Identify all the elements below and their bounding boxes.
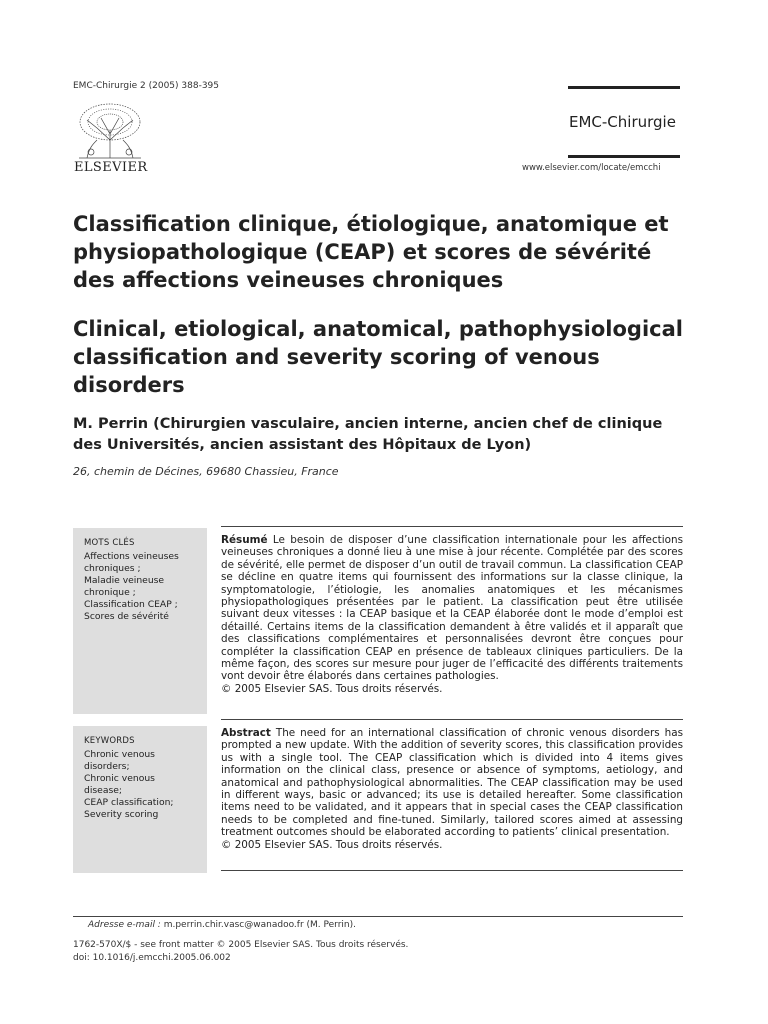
journal-citation: EMC-Chirurgie 2 (2005) 388-395 [73,81,220,91]
journal-url-link[interactable]: www.elsevier.com/locate/emcchi [522,163,661,173]
abstract-bottom-rule [221,870,683,871]
footnote-rule [73,916,683,917]
resume-label: Résumé [221,534,268,546]
keyword-item: chronique ; [84,587,136,598]
journal-name: EMC-Chirurgie [569,113,676,131]
keyword-item: chroniques ; [84,563,141,574]
abstract-copyright: © 2005 Elsevier SAS. Tous droits réservés. [221,838,443,851]
publisher-wordmark: ELSEVIER [74,160,148,175]
author-affiliation: 26, chemin de Décines, 69680 Chassieu, France [73,465,339,478]
keywords-english-heading: KEYWORDS [84,736,135,746]
issn-line: 1762-570X/$ - see front matter © 2005 Elsevier SAS. Tous droits réservés. [73,940,409,950]
title-french: Classification clinique, étiologique, anatomique et physiopathologique (CEAP) et scores de sévérité des affections veineuses chroniques [73,212,669,292]
email-footnote [88,920,356,930]
abstract-label: Abstract [221,727,271,739]
keyword-item: Classification CEAP ; [84,599,178,610]
keyword-item: Severity scoring [84,809,159,820]
journal-top-rule [568,86,680,89]
keywords-english-box [73,726,207,873]
abstract-top-rule [221,719,683,720]
keywords-french-box [73,528,207,714]
email-label: Adresse e-mail : [88,920,161,930]
author-line: M. Perrin (Chirurgien vasculaire, ancien interne, ancien chef de clinique des Universités, ancien assistant des Hôpitaux de Lyon) [73,416,663,453]
resume-block [221,534,683,695]
keyword-item: Chronic venous [84,773,155,784]
keyword-item: Scores de sévérité [84,611,169,622]
keyword-item: Affections veineuses [84,551,179,562]
keyword-item: Maladie veineuse [84,575,165,586]
abstract-text: The need for an international classification of chronic venous disorders has prompted a new update. With the addition of severity scores, this classification provides us with a single tool. The CEAP classification which is divided into 4 items gives information on the clinical class, presence or absence of symptoms, aetiology, and anatomical and pathophysiological abnormalities. The CEAP classification may be used in different ways, basic or advanced; its use is detailed hereafter. Some classification items need to be validated, and it appears that in special cases the CEAP classification needs to be completed and fine-tuned. Similarly, tailored scores aimed at assessing treatment outcomes should be elaborated according to patients’ clinical presentation. [221,727,683,839]
resume-text: Le besoin de disposer d’une classification internationale pour les affections veineuses chroniques a donné lieu à une mise à jour récente. Complétée par des scores de sévérité, elle permet de disposer d’un outil de travail commun. La classification CEAP se décline en quatre items qui fournissent des informations sur la classe clinique, la symptomatologie, l’étiologie, les anomalies anatomiques et les mécanismes physiopathologiques présentées par le patient. La classification peut être utilisée suivant deux vitesses : la CEAP basique et la CEAP élaborée dont le mode d’emploi est détaillé. Certains items de la classification demandent à être validés et il apparaît que des classifications complémentaires et personnalisées devront être conçues pour compléter la classification CEAP en présence de tableaux cliniques particuliers. De la même façon, des scores sur mesure pour juger de l’efficacité des différents traitements vont devoir être élaborés dans certaines pathologies. [221,534,683,683]
title-english: Clinical, etiological, anatomical, pathophysiological classification and severity scoring of venous disorders [73,317,683,397]
abstract-block [221,727,683,851]
resume-copyright: © 2005 Elsevier SAS. Tous droits réservés. [221,682,443,695]
keyword-item: disease; [84,785,122,796]
keyword-item: CEAP classification; [84,797,174,808]
doi-link[interactable]: doi: 10.1016/j.emcchi.2005.06.002 [73,953,231,963]
resume-top-rule [221,526,683,527]
keyword-item: Chronic venous [84,749,155,760]
keywords-french-heading: MOTS CLÉS [84,538,135,548]
keyword-item: disorders; [84,761,130,772]
journal-bottom-rule [568,155,680,158]
email-address-link[interactable]: m.perrin.chir.vasc@wanadoo.fr (M. Perrin). [160,920,356,930]
